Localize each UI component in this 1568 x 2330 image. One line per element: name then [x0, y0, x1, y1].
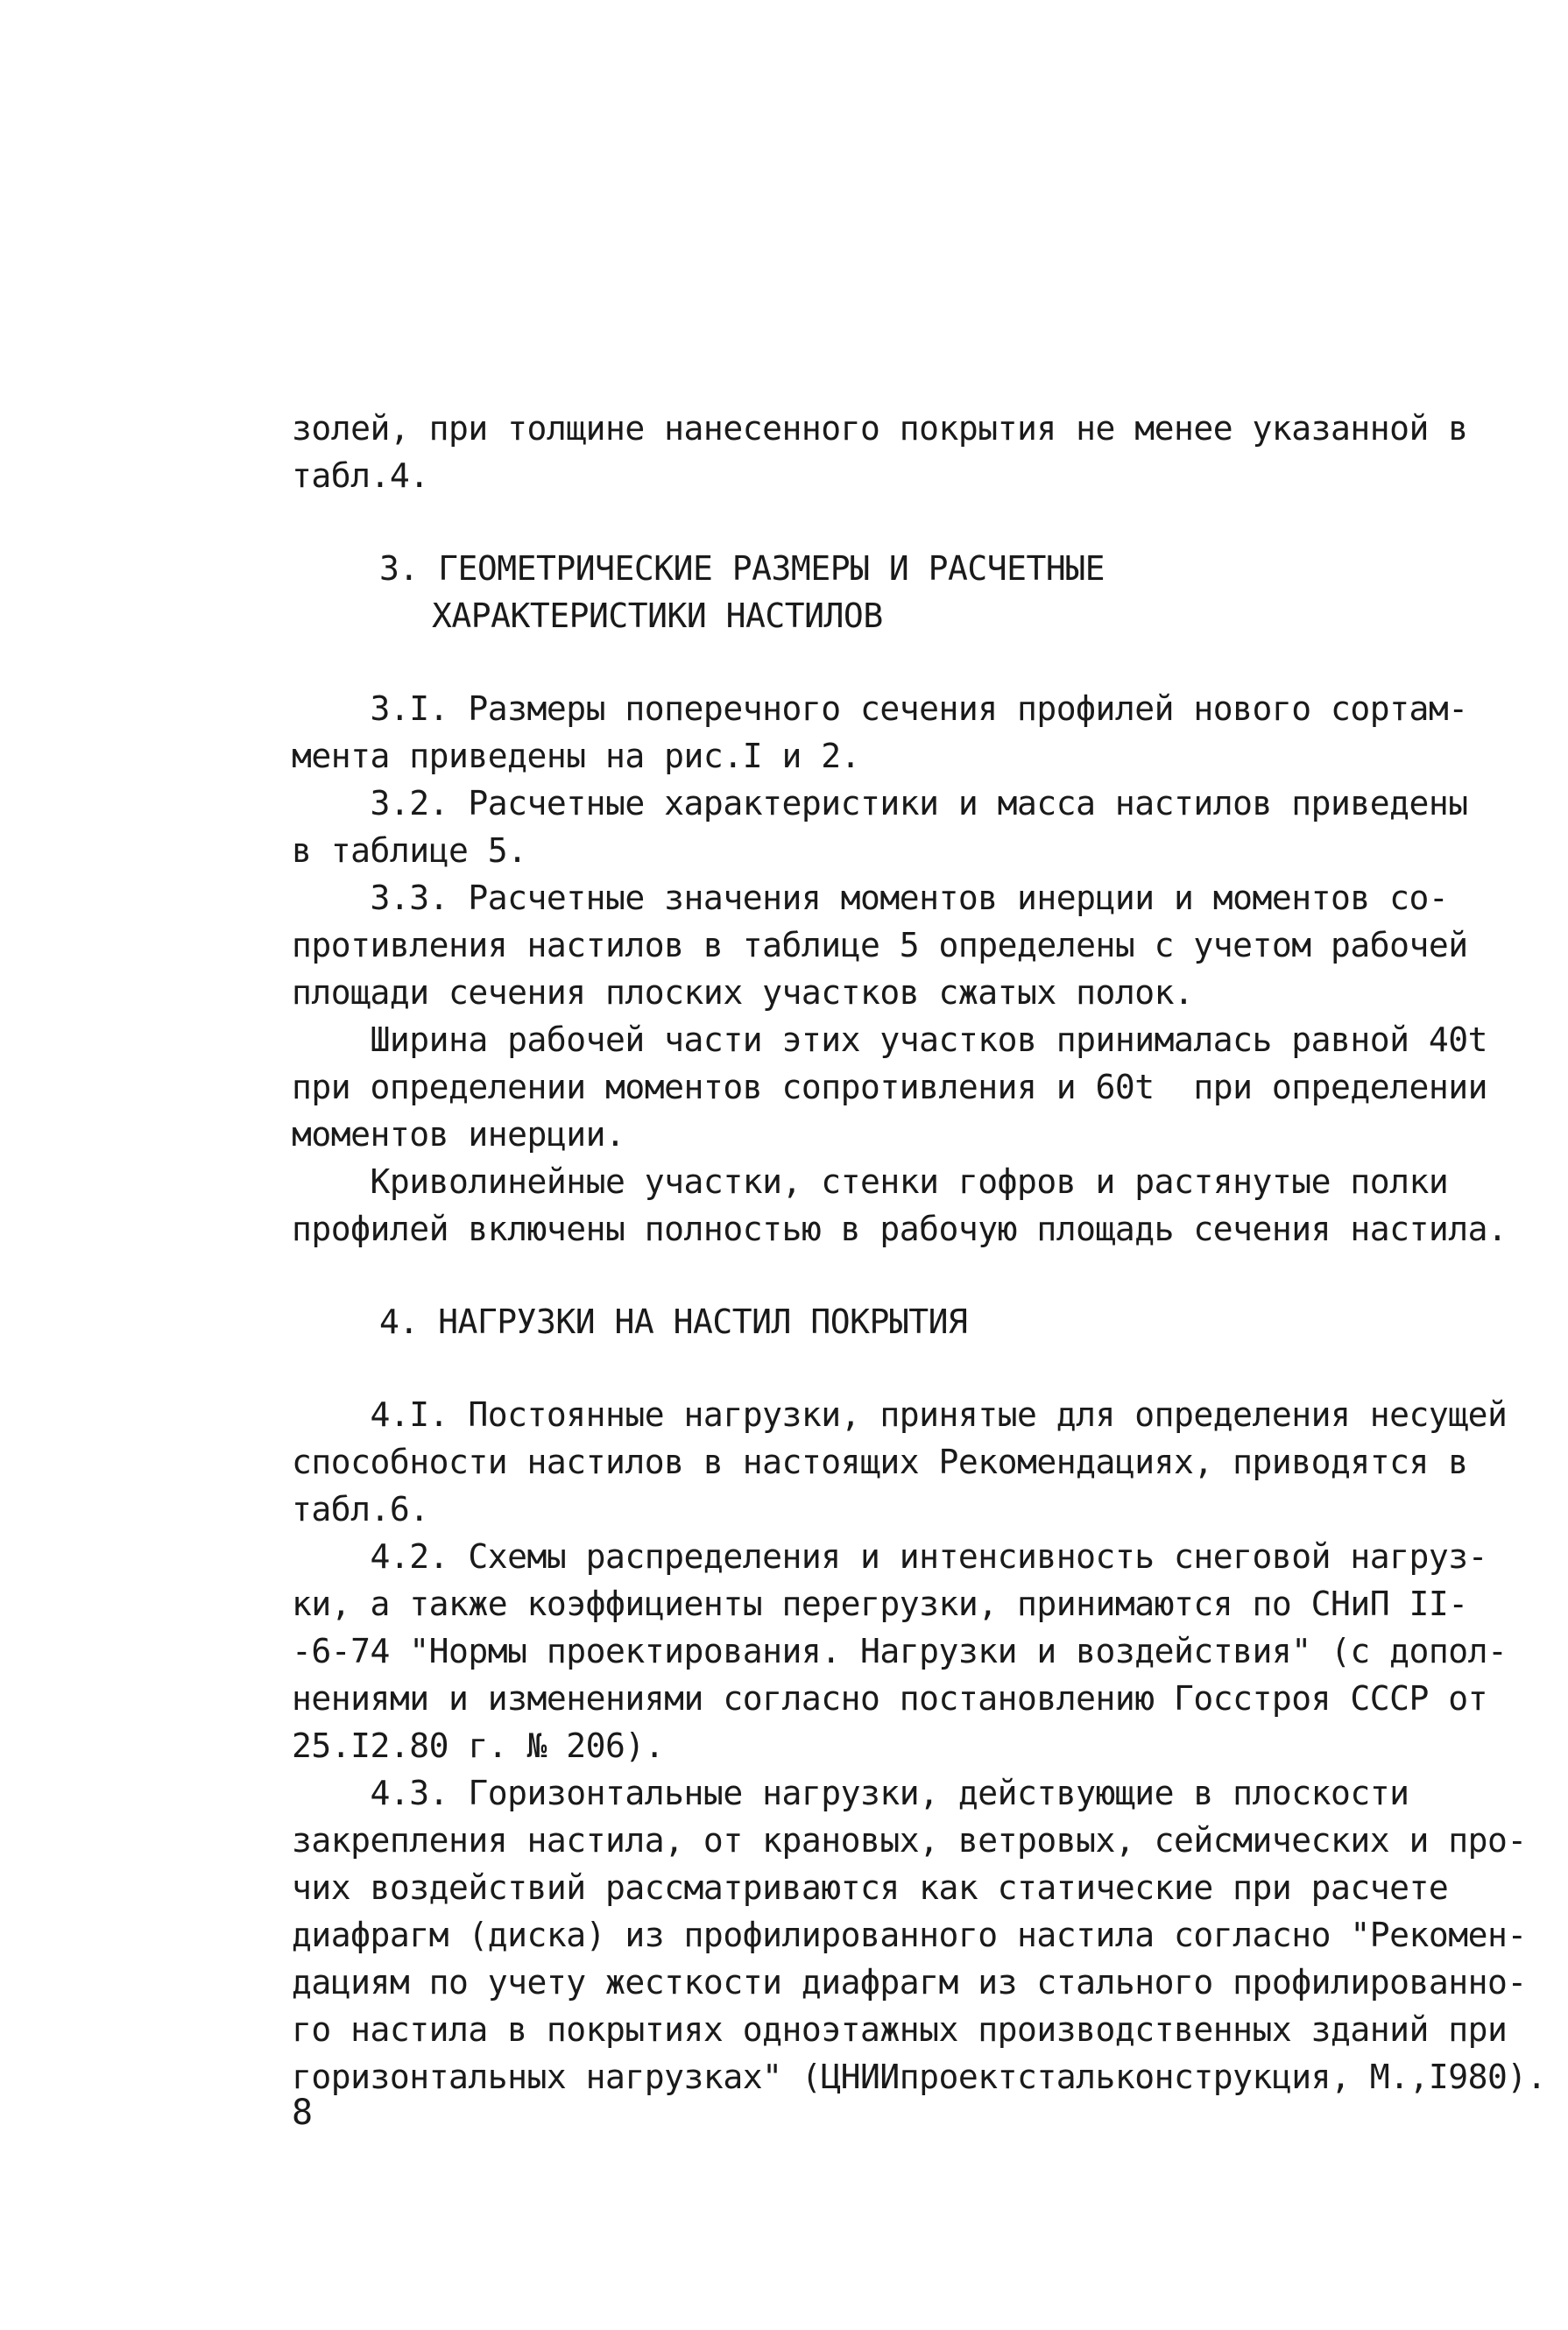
text-line: профилей включены полностью в рабочую площадь сечения настила. [292, 1210, 1508, 1248]
text-line: в таблице 5. [292, 831, 527, 870]
paragraph-4-3 [292, 1769, 1547, 2101]
text-line: 3.3. Расчетные значения моментов инерции и моментов со- [292, 879, 1449, 917]
text-line: противления настилов в таблице 5 определены с учетом рабочей [292, 926, 1468, 964]
page-number: 8 [292, 2093, 314, 2133]
text-line: ки, а также коэффициенты перегрузки, принимаются по СНиП II- [292, 1585, 1468, 1623]
text-line: диафрагм (диска) из профилированного настила согласно "Рекомен- [292, 1916, 1527, 1954]
section-3-body [292, 685, 1508, 1253]
paragraph-width [292, 1016, 1488, 1158]
text-line: 4.2. Схемы распределения и интенсивность снеговой нагруз- [292, 1537, 1488, 1576]
text-line: Ширина рабочей части этих участков принималась равной 40t [292, 1020, 1488, 1059]
text-line: золей, при толщине нанесенного покрытия не менее указанной в [292, 409, 1468, 448]
text-line: 3.2. Расчетные характеристики и масса настилов приведены [292, 784, 1468, 823]
text-line: горизонтальных нагрузках" (ЦНИИпроектстальконструкция, М.,I980). [292, 2058, 1547, 2096]
text-line: чих воздействий рассматриваются как статические при расчете [292, 1868, 1449, 1907]
section-title-line: ХАРАКТЕРИСТИКИ НАСТИЛОВ [432, 597, 883, 635]
text-line: закрепления настила, от крановых, ветровых, сейсмических и про- [292, 1821, 1527, 1860]
intro-paragraph [292, 405, 1468, 499]
section-title-line: 3. ГЕОМЕТРИЧЕСКИЕ РАЗМЕРЫ И РАСЧЕТНЫЕ [379, 549, 1105, 588]
paragraph-4-2 [292, 1533, 1508, 1769]
text-line: 4.3. Горизонтальные нагрузки, действующие в плоскости [292, 1774, 1409, 1812]
section-3-heading [292, 545, 1430, 639]
text-line: площади сечения плоских участков сжатых полок. [292, 973, 1194, 1012]
paragraph-3-2 [292, 780, 1468, 874]
text-line: го настила в покрытиях одноэтажных производственных зданий при [292, 2010, 1508, 2049]
text-line: табл.6. [292, 1490, 429, 1529]
text-line: табл.4. [292, 456, 429, 495]
text-line: Криволинейные участки, стенки гофров и растянутые полки [292, 1162, 1449, 1201]
text-line: при определении моментов сопротивления и 60t при определении [292, 1068, 1488, 1106]
paragraph-4-1 [292, 1391, 1508, 1533]
text-line: -6-74 "Нормы проектирования. Нагрузки и воздействия" (с допол- [292, 1632, 1508, 1670]
section-4-body [292, 1391, 1547, 2101]
text-line: способности настилов в настоящих Рекомендациях, приводятся в [292, 1443, 1468, 1481]
document-page [292, 405, 1547, 2101]
text-line: нениями и изменениями согласно постановлению Госстроя СССР от [292, 1679, 1488, 1718]
paragraph-3-1 [292, 685, 1468, 780]
text-line: 3.I. Размеры поперечного сечения профилей нового сортам- [292, 689, 1468, 728]
section-title-line: 4. НАГРУЗКИ НА НАСТИЛ ПОКРЫТИЯ [379, 1303, 968, 1341]
text-line: 4.I. Постоянные нагрузки, принятые для определения несущей [292, 1395, 1508, 1434]
paragraph-curved [292, 1158, 1508, 1253]
text-line: дациям по учету жесткости диафрагм из стального профилированно- [292, 1963, 1527, 2002]
text-line: 25.I2.80 г. № 206). [292, 1726, 665, 1765]
text-line: моментов инерции. [292, 1115, 625, 1154]
text-line: мента приведены на рис.I и 2. [292, 737, 860, 775]
paragraph-3-3 [292, 874, 1468, 1016]
section-4-heading [292, 1298, 1430, 1345]
